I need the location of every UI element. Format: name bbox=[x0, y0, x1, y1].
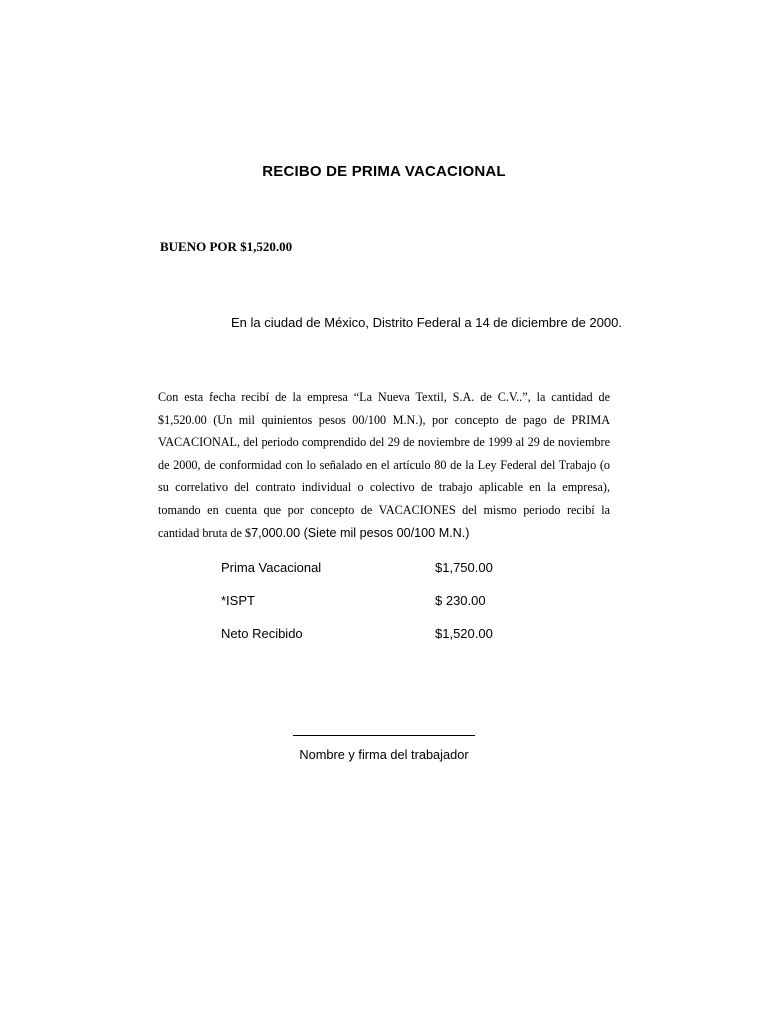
place-and-date: En la ciudad de México, Distrito Federal a 14 de diciembre de 2000. bbox=[231, 315, 622, 330]
signature-line bbox=[293, 735, 475, 736]
document-title: RECIBO DE PRIMA VACACIONAL bbox=[262, 163, 506, 180]
signature-block bbox=[292, 735, 476, 762]
amounts-table bbox=[221, 560, 521, 659]
amount-row bbox=[221, 560, 521, 593]
amount-value: $1,750.00 bbox=[435, 560, 493, 575]
amount-value: $ 230.00 bbox=[435, 593, 486, 608]
receipt-body bbox=[158, 386, 610, 544]
amount-row bbox=[221, 626, 521, 659]
amount-value: $1,520.00 bbox=[435, 626, 493, 641]
receipt-body-trailing: 7,000.00 (Siete mil pesos 00/100 M.N.) bbox=[251, 525, 470, 540]
amount-heading: BUENO POR $1,520.00 bbox=[160, 239, 293, 254]
receipt-body-main: Con esta fecha recibí de la empresa “La Nueva Textil, S.A. de C.V..”, la cantidad de $1,520.00 (Un mil quinientos pesos 00/100 M.N.), por concepto de pago de PRIMA VACACIONAL, del periodo comprendido del 29 de noviembre de 1999 al 29 de noviembre de 2000, de conformidad con lo señalado en el artículo 80 de la Ley Federal del Trabajo (o su correlativo del contrato individual o colectivo de trabajo aplicable en la empresa), tomando en cuenta que por concepto de VACACIONES del mismo periodo recibí la cantidad bruta de $ bbox=[158, 390, 610, 540]
signature-label: Nombre y firma del trabajador bbox=[299, 747, 469, 762]
amount-label: Prima Vacacional bbox=[221, 560, 322, 575]
amount-label: *ISPT bbox=[221, 593, 255, 608]
amount-label: Neto Recibido bbox=[221, 626, 303, 641]
amount-row bbox=[221, 593, 521, 626]
